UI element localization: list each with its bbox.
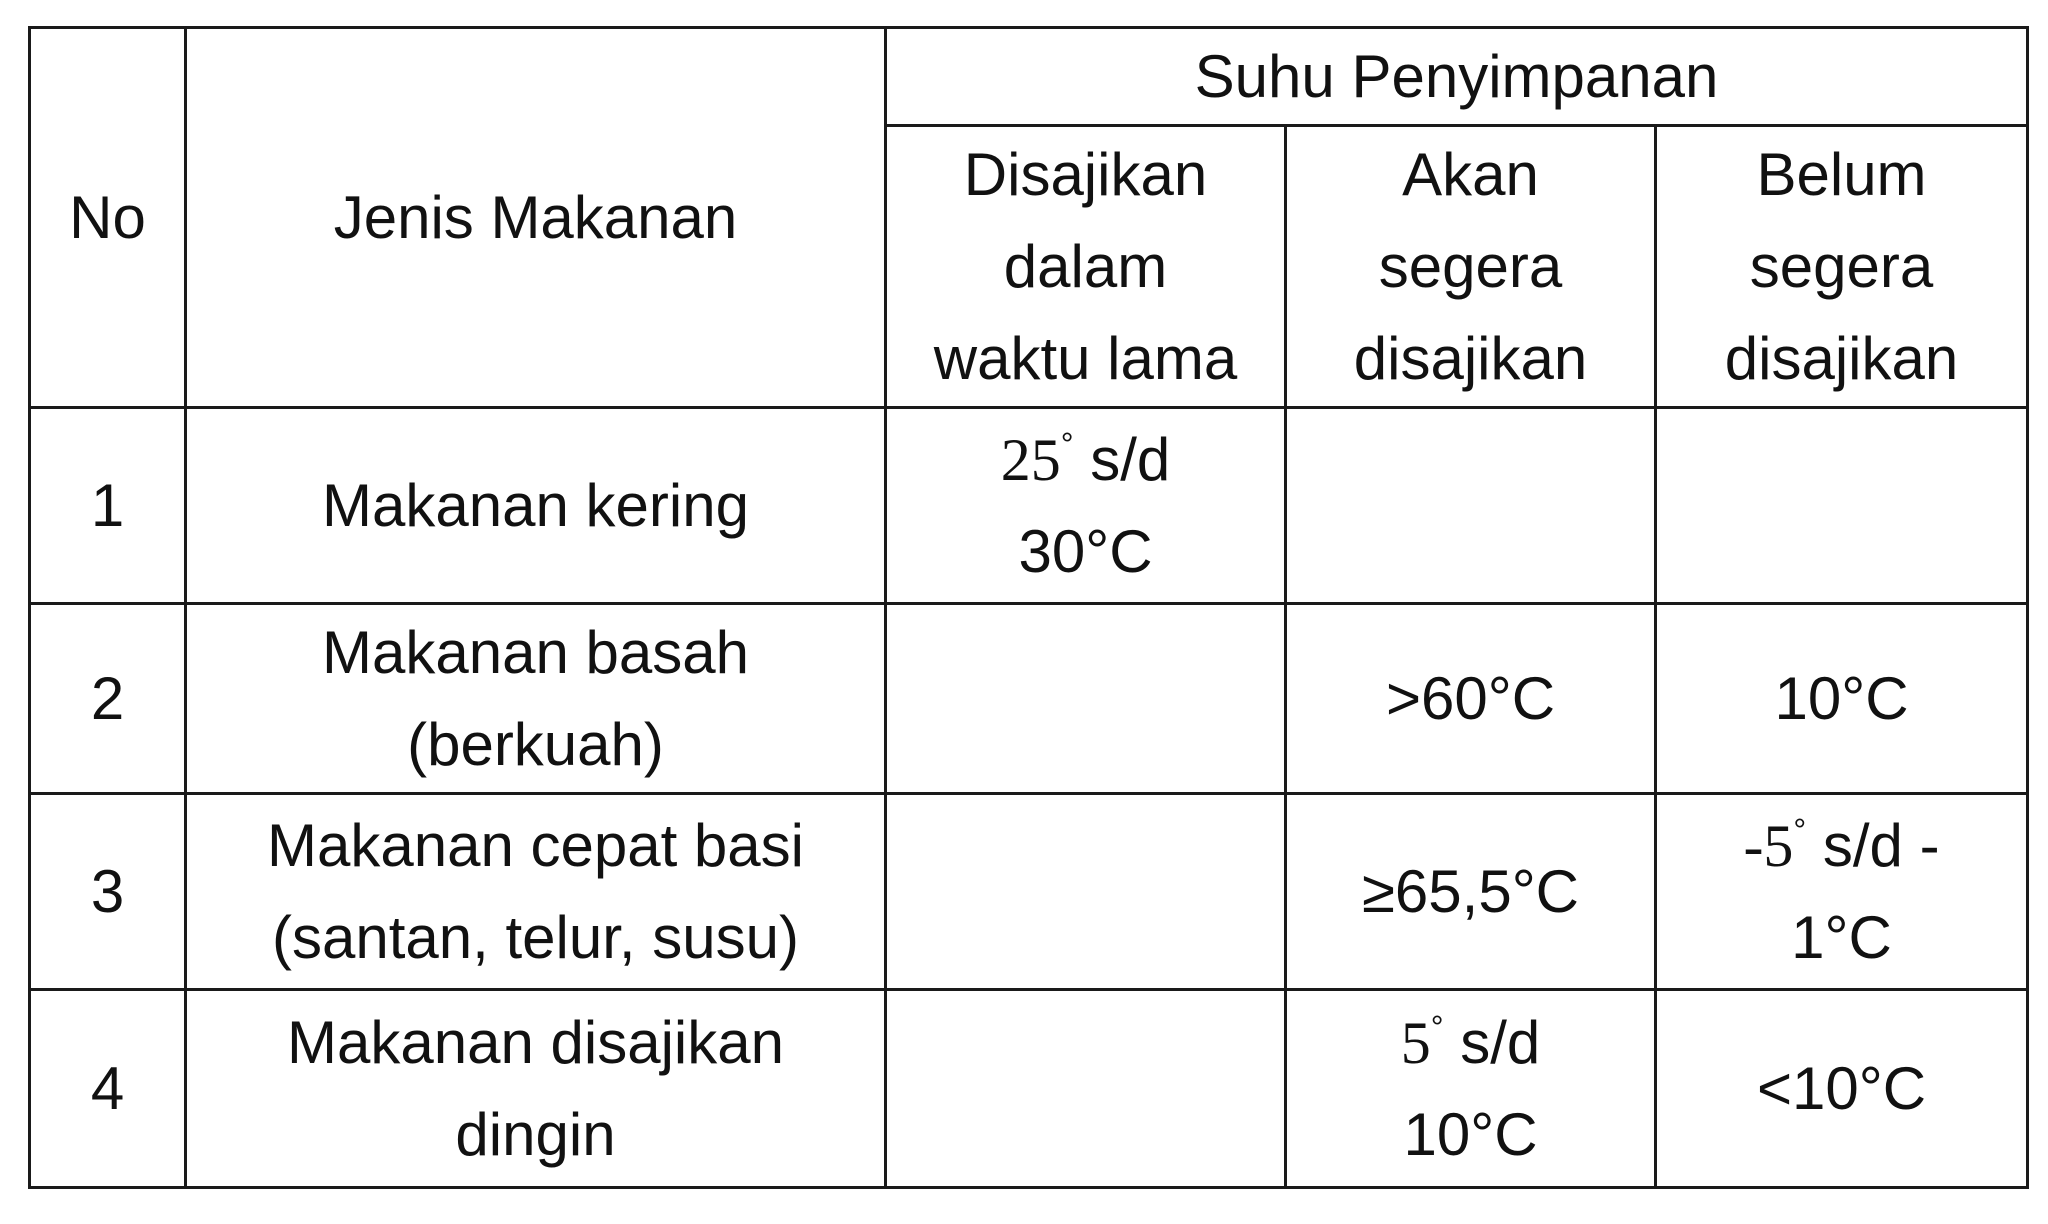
temp-range-line1 <box>1657 800 2026 892</box>
temp-cell-belum-segera <box>1656 408 2028 604</box>
row-number: 1 <box>30 408 186 604</box>
header-col-a-line: waktu lama <box>933 324 1238 392</box>
temp-cell-akan-segera: ≥65,5°C <box>1286 794 1656 990</box>
header-disajikan-dalam-waktu-lama <box>886 126 1286 408</box>
header-row-group <box>30 28 2028 126</box>
table-row <box>30 990 2028 1188</box>
temp-range-sep: s/d - <box>1806 811 1940 879</box>
row-number: 3 <box>30 794 186 990</box>
header-belum-segera-disajikan <box>1656 126 2028 408</box>
header-col-a-line: Disajikan <box>963 140 1208 208</box>
temp-cell-belum-segera: 10°C <box>1656 604 2028 794</box>
food-type-line: dingin <box>455 1100 616 1168</box>
temp-value: 5 <box>1400 1009 1431 1076</box>
storage-temperature-table <box>28 26 2029 1189</box>
temp-value: 25 <box>1000 426 1061 493</box>
header-col-c-line: segera <box>1749 232 1934 300</box>
food-type-line: Makanan cepat basi <box>266 811 804 879</box>
temp-range-line2: 10°C <box>1403 1100 1538 1168</box>
food-type-line: Makanan disajikan <box>287 1008 784 1076</box>
header-suhu-penyimpanan: Suhu Penyimpanan <box>886 28 2028 126</box>
temp-range-line2: 30°C <box>1018 517 1153 585</box>
temp-cell-disajikan-lama <box>886 990 1286 1188</box>
table-row <box>30 794 2028 990</box>
temp-range-line2: 1°C <box>1791 903 1892 971</box>
temp-range-line1 <box>1287 997 1654 1089</box>
temp-range-sep: s/d <box>1443 1008 1541 1076</box>
temp-range-line1 <box>887 414 1284 506</box>
header-col-b-line: Akan <box>1402 140 1539 208</box>
food-type-line: Makanan basah <box>322 618 749 686</box>
temp-cell-disajikan-lama <box>886 794 1286 990</box>
temp-cell-disajikan-lama <box>886 604 1286 794</box>
food-type-line: (santan, telur, susu) <box>272 903 799 971</box>
food-type-cell <box>186 408 886 604</box>
header-col-c-line: Belum <box>1756 140 1927 208</box>
header-no: No <box>30 28 186 408</box>
temp-cell-akan-segera <box>1286 990 1656 1188</box>
header-col-b-line: segera <box>1378 232 1563 300</box>
food-type-cell <box>186 794 886 990</box>
food-type-line: Makanan kering <box>322 471 749 539</box>
food-type-line: (berkuah) <box>407 710 664 778</box>
degree-mark: ° <box>1060 425 1074 462</box>
header-col-c-line: disajikan <box>1724 324 1959 392</box>
temp-cell-disajikan-lama <box>886 408 1286 604</box>
food-type-cell <box>186 604 886 794</box>
header-col-b-line: disajikan <box>1353 324 1588 392</box>
header-jenis-makanan: Jenis Makanan <box>186 28 886 408</box>
temp-cell-belum-segera <box>1656 794 2028 990</box>
temp-cell-akan-segera: >60°C <box>1286 604 1656 794</box>
table-row <box>30 604 2028 794</box>
temp-value: -5 <box>1743 812 1794 879</box>
temp-cell-belum-segera: <10°C <box>1656 990 2028 1188</box>
row-number: 2 <box>30 604 186 794</box>
table-row <box>30 408 2028 604</box>
header-akan-segera-disajikan <box>1286 126 1656 408</box>
temp-range-sep: s/d <box>1073 425 1171 493</box>
temp-cell-akan-segera <box>1286 408 1656 604</box>
food-type-cell <box>186 990 886 1188</box>
header-col-a-line: dalam <box>1003 232 1168 300</box>
degree-mark: ° <box>1793 811 1807 848</box>
row-number: 4 <box>30 990 186 1188</box>
degree-mark: ° <box>1430 1008 1444 1045</box>
